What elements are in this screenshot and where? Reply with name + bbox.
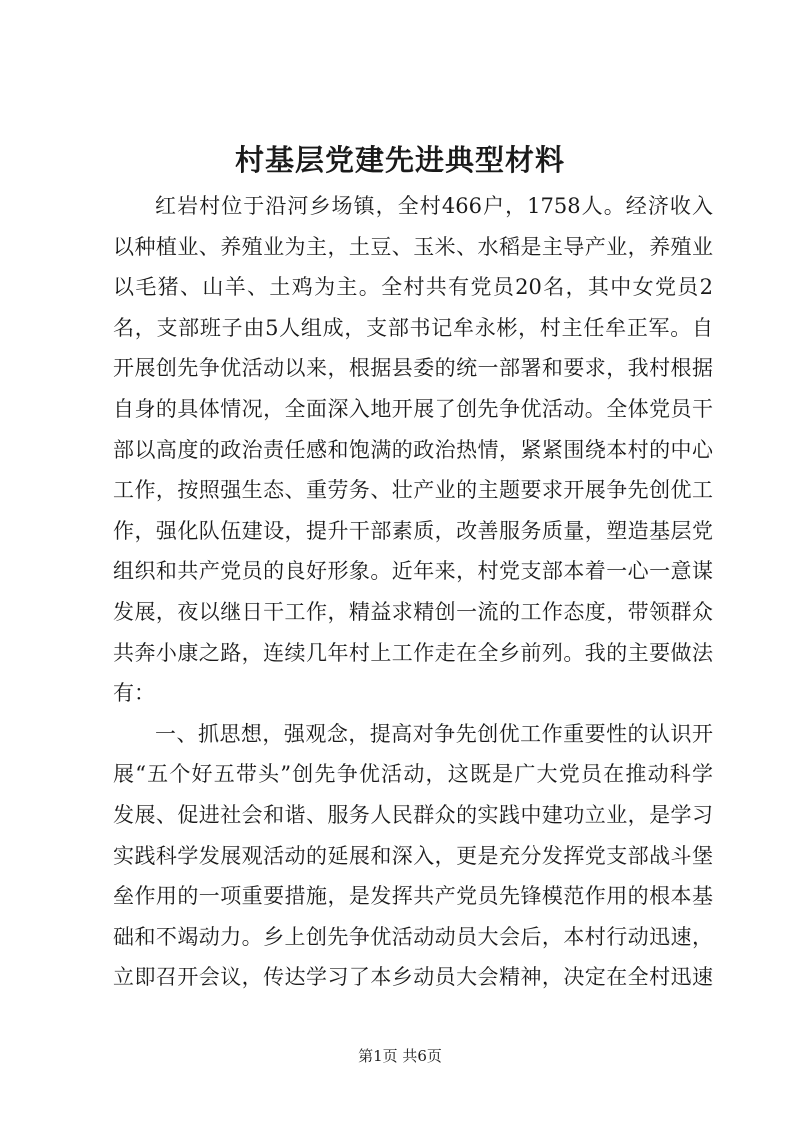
- paragraph-line: 工作，按照强生态、重劳务、壮产业的主题要求开展争先创优工: [113, 478, 713, 503]
- paragraph-line: 自身的具体情况，全面深入地开展了创先争优活动。全体党员干: [113, 396, 713, 421]
- paragraph-line: 础和不竭动力。乡上创先争优活动动员大会后，本村行动迅速，: [113, 924, 713, 949]
- paragraph-line: 以种植业、养殖业为主，土豆、玉米、水稻是主导产业，养殖业: [113, 234, 713, 259]
- paragraph-line: 组织和共产党员的良好形象。近年来，村党支部本着一心一意谋: [113, 559, 713, 584]
- paragraph-line: 部以高度的政治责任感和饱满的政治热情，紧紧围绕本村的中心: [113, 437, 713, 462]
- paragraph-line: 作，强化队伍建设，提升干部素质，改善服务质量，塑造基层党: [113, 518, 713, 543]
- paragraph-line: 有：: [113, 681, 155, 706]
- paragraph-line: 名，支部班子由5人组成，支部书记牟永彬，村主任牟正军。自: [113, 315, 713, 340]
- paragraph-line: 发展，夜以继日干工作，精益求精创一流的工作态度，带领群众: [113, 599, 713, 624]
- paragraph-line: 一、抓思想，强观念，提高对争先创优工作重要性的认识开: [155, 721, 713, 746]
- paragraph-line: 垒作用的一项重要措施，是发挥共产党员先锋模范作用的根本基: [113, 884, 713, 909]
- document-title: 村基层党建先进典型材料: [234, 143, 565, 177]
- paragraph-line: 红岩村位于沿河乡场镇，全村466户，1758人。经济收入: [155, 194, 713, 218]
- document-body: [113, 186, 713, 998]
- paragraph-line: 展“五个好五带头”创先争优活动，这既是广大党员在推动科学: [113, 762, 713, 787]
- paragraph-line: 开展创先争优活动以来，根据县委的统一部署和要求，我村根据: [113, 356, 713, 381]
- paragraph-line: 实践科学发展观活动的延展和深入，更是充分发挥党支部战斗堡: [113, 843, 713, 868]
- paragraph-line: 发展、促进社会和谐、服务人民群众的实践中建功立业，是学习: [113, 802, 713, 827]
- paragraph-line: 共奔小康之路，连续几年村上工作走在全乡前列。我的主要做法: [113, 640, 713, 665]
- paragraph-line: 立即召开会议，传达学习了本乡动员大会精神，决定在全村迅速: [113, 965, 713, 990]
- page-number-footer: 第1页 共6页: [358, 1047, 442, 1065]
- paragraph-line: 以毛猪、山羊、土鸡为主。全村共有党员20名，其中女党员2: [113, 275, 713, 300]
